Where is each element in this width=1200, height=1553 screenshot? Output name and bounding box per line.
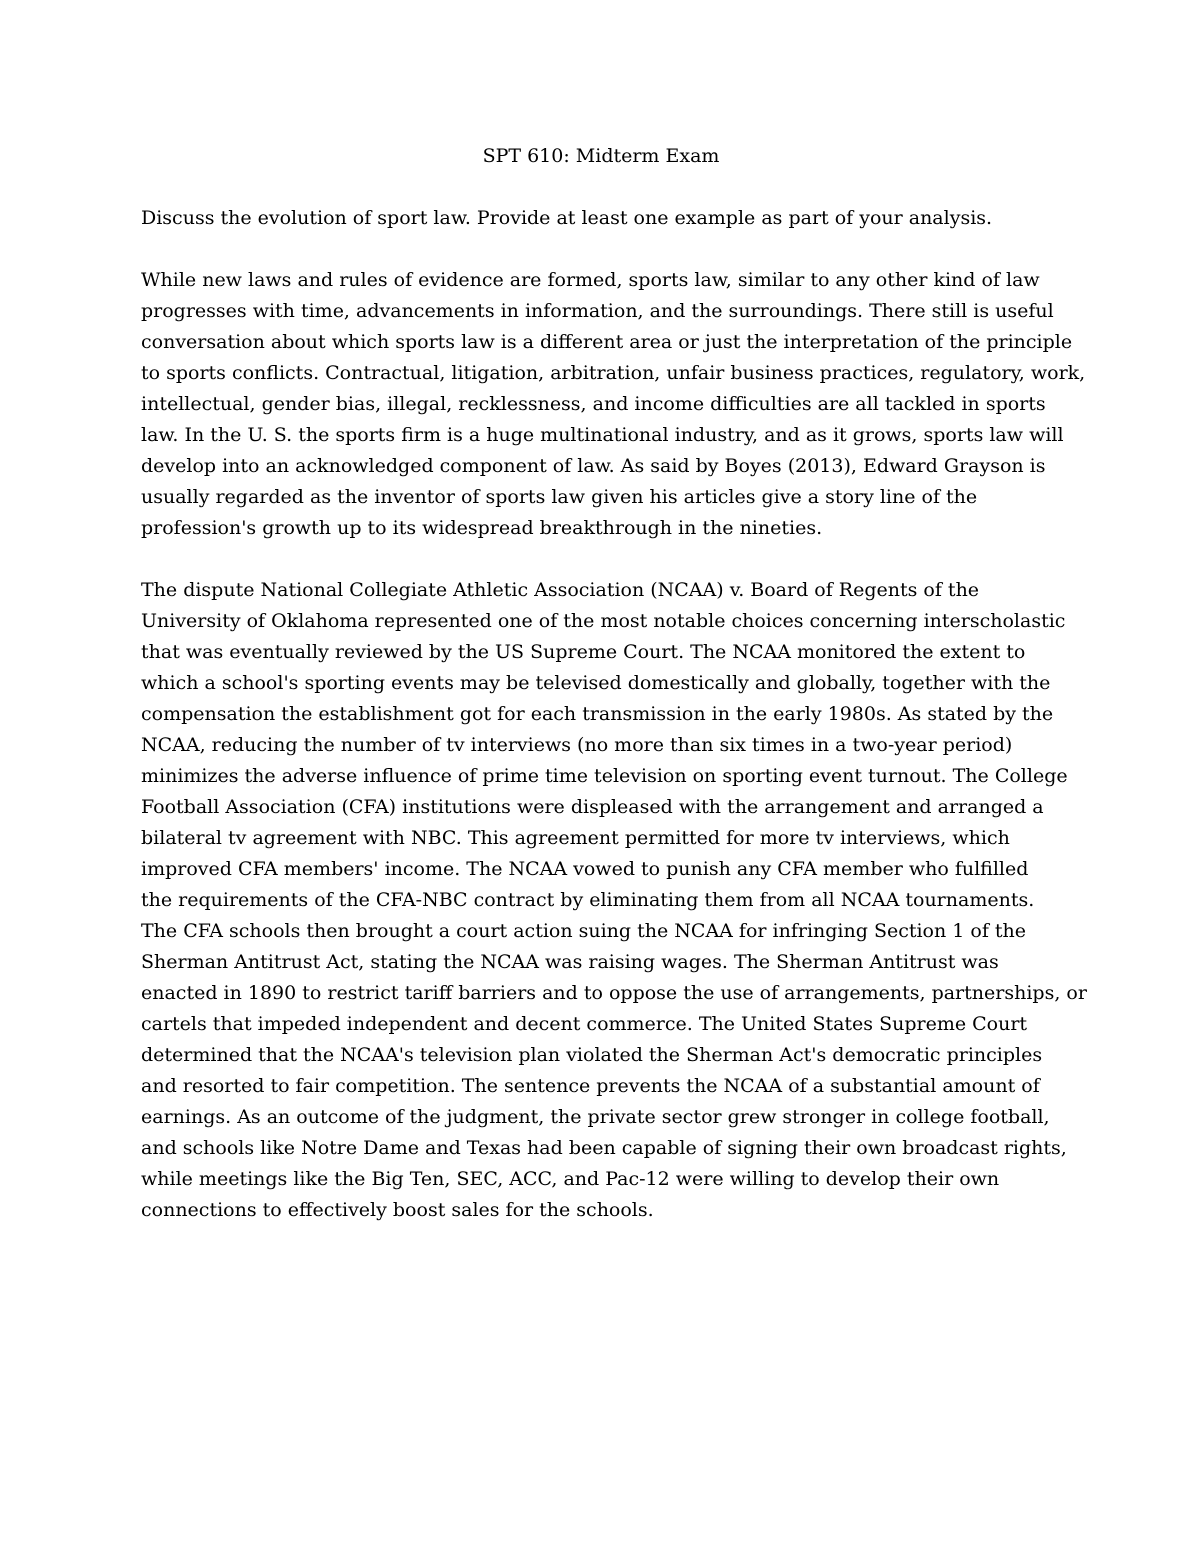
text-line: determined that the NCAA's television plan violated the Sherman Act's democratic principles (141, 1044, 1043, 1066)
text-line: that was eventually reviewed by the US Supreme Court. The NCAA monitored the extent to (141, 641, 1026, 663)
page-title: SPT 610: Midterm Exam (482, 145, 720, 167)
text-line: while meetings like the Big Ten, SEC, ACC, and Pac-12 were willing to develop their own (141, 1168, 1000, 1190)
text-line: NCAA, reducing the number of tv interviews (no more than six times in a two-year period) (141, 734, 1013, 756)
text-line: cartels that impeded independent and decent commerce. The United States Supreme Court (141, 1013, 1028, 1035)
text-line: enacted in 1890 to restrict tariff barriers and to oppose the use of arrangements, partnerships, or (141, 982, 1087, 1004)
text-line: The CFA schools then brought a court action suing the NCAA for infringing Section 1 of the (141, 920, 1027, 942)
text-line: and schools like Notre Dame and Texas had been capable of signing their own broadcast rights, (141, 1137, 1067, 1159)
spacer (141, 172, 1061, 203)
text-line: The dispute National Collegiate Athletic Association (NCAA) v. Board of Regents of the (141, 579, 980, 601)
text-line: connections to effectively boost sales for the schools. (141, 1199, 654, 1221)
text-line: Sherman Antitrust Act, stating the NCAA was raising wages. The Sherman Antitrust was (141, 951, 999, 973)
text-line: minimizes the adverse influence of prime time television on sporting event turnout. The College (141, 765, 1068, 787)
spacer (141, 234, 1061, 265)
text-line: progresses with time, advancements in information, and the surroundings. There still is useful (141, 300, 1054, 322)
text-line: bilateral tv agreement with NBC. This agreement permitted for more tv interviews, which (141, 827, 1010, 849)
document-body (141, 141, 1087, 1226)
text-line: which a school's sporting events may be televised domestically and globally, together with the (141, 672, 1051, 694)
text-line: profession's growth up to its widespread breakthrough in the nineties. (141, 517, 823, 539)
spacer (141, 544, 1061, 575)
text-line: the requirements of the CFA-NBC contract by eliminating them from all NCAA tournaments. (141, 889, 1035, 911)
exam-prompt: Discuss the evolution of sport law. Provide at least one example as part of your analysis. (141, 207, 993, 229)
text-line: intellectual, gender bias, illegal, recklessness, and income difficulties are all tackled in sports (141, 393, 1046, 415)
text-line: to sports conflicts. Contractual, litigation, arbitration, unfair business practices, regulatory, work, (141, 362, 1086, 384)
text-line: University of Oklahoma represented one of the most notable choices concerning interscholastic (141, 610, 1066, 632)
text-line: and resorted to fair competition. The sentence prevents the NCAA of a substantial amount of (141, 1075, 1040, 1097)
text-line: law. In the U. S. the sports firm is a huge multinational industry, and as it grows, sports law will (141, 424, 1064, 446)
text-line: improved CFA members' income. The NCAA vowed to punish any CFA member who fulfilled (141, 858, 1029, 880)
text-line: conversation about which sports law is a different area or just the interpretation of the principle (141, 331, 1073, 353)
text-line: compensation the establishment got for each transmission in the early 1980s. As stated by the (141, 703, 1054, 725)
paragraph-evolution (141, 265, 1086, 544)
text-line: Football Association (CFA) institutions were displeased with the arrangement and arranged a (141, 796, 1044, 818)
text-line: usually regarded as the inventor of sports law given his articles give a story line of the (141, 486, 978, 508)
text-line: earnings. As an outcome of the judgment, the private sector grew stronger in college football, (141, 1106, 1050, 1128)
text-line: develop into an acknowledged component of law. As said by Boyes (2013), Edward Grayson is (141, 455, 1046, 477)
text-line: While new laws and rules of evidence are formed, sports law, similar to any other kind of law (141, 269, 1040, 291)
paragraph-ncaa-case (141, 575, 1087, 1226)
